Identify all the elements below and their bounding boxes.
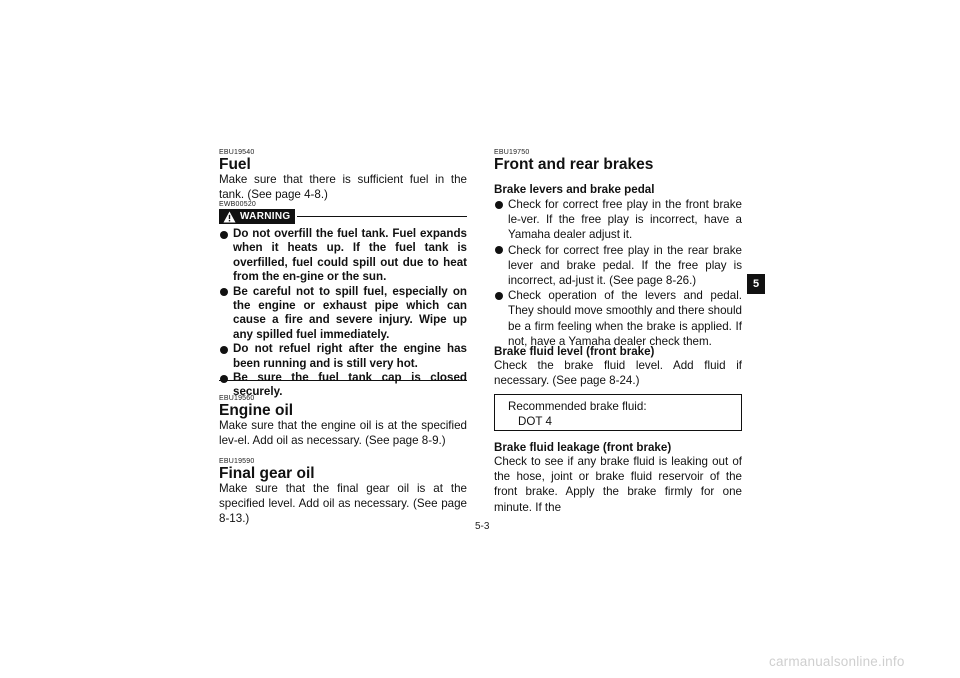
warning-header (219, 209, 467, 224)
levers-item: Check operation of the levers and pedal. They should move smoothly and there should be a firm feeling when the brake is applied. If not, have a Yamaha dealer check them. (494, 288, 742, 349)
fluid-level-body: Check the brake fluid level. Add fluid if necessary. (See page 8-24.) (494, 359, 742, 388)
engine-oil-section-code: EBU19560 (219, 395, 255, 402)
levers-subheading: Brake levers and brake pedal (494, 183, 655, 196)
fuel-section-code: EBU19540 (219, 149, 255, 156)
warning-item: Be careful not to spill fuel, especially on the engine or exhaust pipe which can cause a fire and severe injury. Wipe up any spilled fuel immediately. (219, 285, 467, 343)
leakage-subheading: Brake fluid leakage (front brake) (494, 441, 672, 454)
warning-triangle-icon (223, 211, 236, 223)
brakes-section-code: EBU19750 (494, 149, 530, 156)
bullet-icon (220, 288, 228, 296)
bullet-icon (220, 346, 228, 354)
brakes-heading: Front and rear brakes (494, 156, 654, 173)
final-gear-oil-heading: Final gear oil (219, 465, 315, 482)
levers-item: Check for correct free play in the front brake le-ver. If the free play is incorrect, have a Yamaha dealer adjust it. (494, 197, 742, 243)
bullet-icon (220, 375, 228, 383)
bullet-icon (495, 292, 503, 300)
bullet-icon (220, 231, 228, 239)
engine-oil-body: Make sure that the engine oil is at the specified lev-el. Add oil as necessary. (See page 8-9.) (219, 419, 467, 448)
bullet-icon (495, 201, 503, 209)
bullet-icon (495, 246, 503, 254)
warning-code: EWB00520 (219, 201, 257, 208)
fluid-level-subheading: Brake fluid level (front brake) (494, 345, 655, 358)
recommended-fluid-value: DOT 4 (518, 415, 552, 428)
warning-label: WARNING (240, 211, 291, 222)
recommended-fluid-box (494, 394, 742, 431)
warning-item: Be sure the fuel tank cap is closed securely. (219, 371, 467, 400)
warning-end-rule (219, 380, 467, 381)
recommended-fluid-label: Recommended brake fluid: (508, 400, 647, 413)
levers-list (494, 197, 742, 349)
page-number: 5-3 (475, 521, 490, 532)
engine-oil-heading: Engine oil (219, 402, 294, 419)
final-gear-oil-body: Make sure that the final gear oil is at the specified level. Add oil as necessary. (See page 8-13.) (219, 482, 467, 526)
leakage-body: Check to see if any brake fluid is leaking out of the hose, joint or brake fluid reservoir of the front brake. Apply the brake firmly for one minute. If the (494, 455, 742, 514)
warning-item: Do not overfill the fuel tank. Fuel expands when it heats up. If the fuel tank is overfilled, fuel could spill out due to heat from the en-gine or the sun. (219, 227, 467, 285)
warning-badge (219, 209, 295, 224)
final-gear-oil-section-code: EBU19590 (219, 458, 255, 465)
fuel-body: Make sure that there is sufficient fuel in the tank. (See page 4-8.) (219, 173, 467, 202)
fuel-heading: Fuel (219, 156, 251, 173)
chapter-tab: 5 (747, 274, 765, 294)
levers-item: Check for correct free play in the rear brake lever and brake pedal. If the free play is incorrect, ad-just it. (See page 8-26.) (494, 243, 742, 289)
footer-watermark: carmanualsonline.info (769, 654, 905, 669)
warning-item: Do not refuel right after the engine has been running and is still very hot. (219, 342, 467, 371)
warning-list (219, 227, 467, 400)
warning-rule (297, 216, 467, 217)
